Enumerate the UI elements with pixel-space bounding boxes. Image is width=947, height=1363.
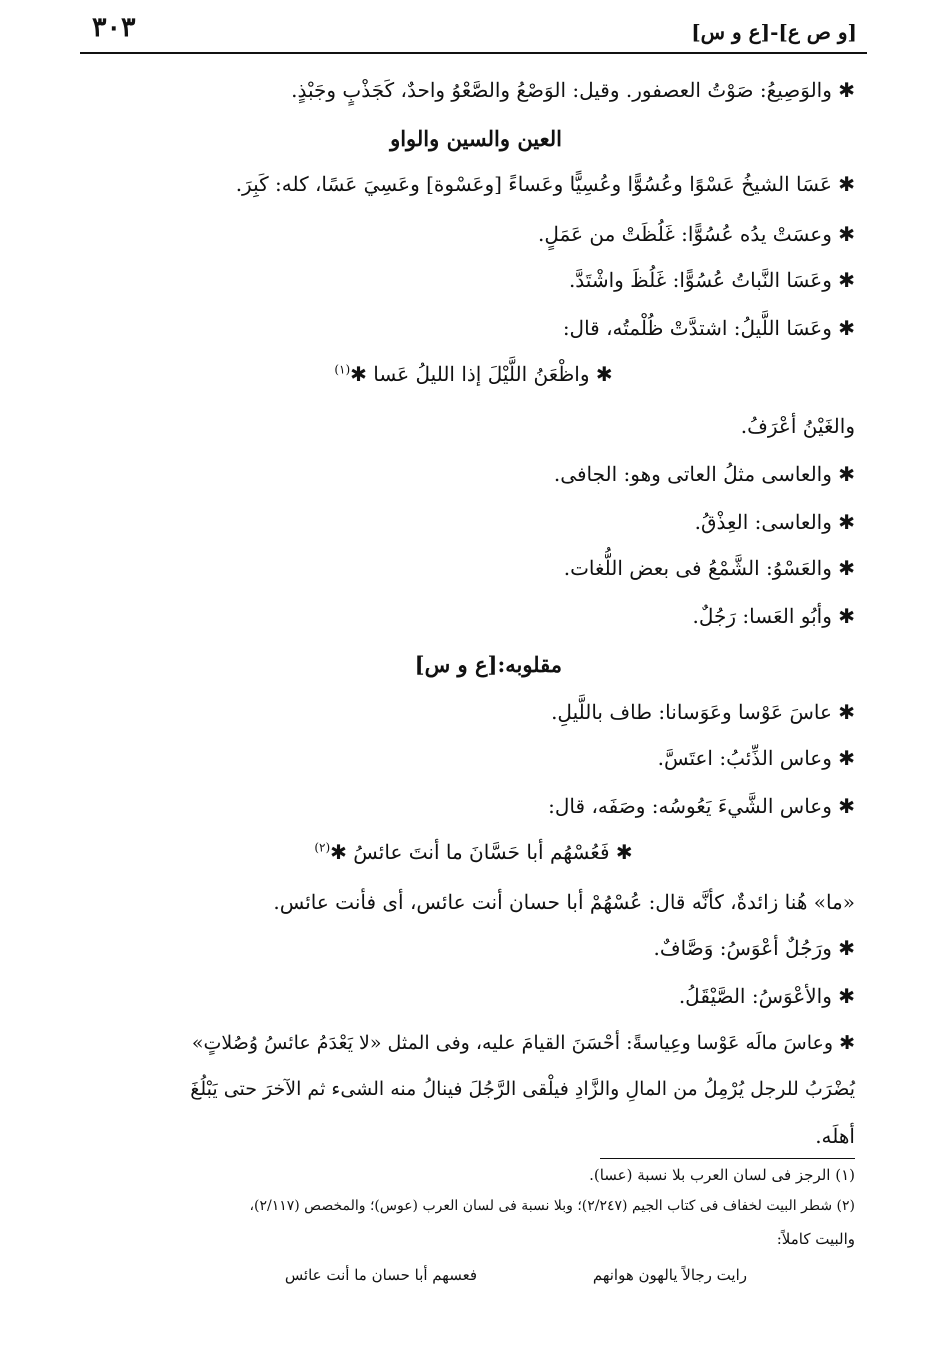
footnote-continuation: والبيت كاملاً:: [776, 1230, 855, 1248]
entry-line: «ما» هُنا زائدةٌ، كأنَّه قال: عُسْهُمْ أبا حسان أنت عائس، أى فأنت عائس.: [273, 890, 855, 914]
entry-line: ✱ وأبُو العَسا: رَجُلٌ.: [692, 604, 855, 628]
entry-line: ✱ وعاسَ مالَه عَوْسا وعِياسةً: أحْسَنَ القيامَ عليه، وفى المثل «لا يَعْدَمُ عائسُ وُصُلاتٍ»: [191, 1032, 855, 1054]
verse-line: [0, 840, 947, 864]
entry-line: ✱ والعَسْوُ: الشَّمْعُ فى بعض اللُّغات.: [563, 556, 855, 580]
entry-line: ✱ وعَسَا اللَّيلُ: اشتدَّتْ ظُلْمتُه، قال:: [562, 316, 855, 340]
entry-line: ✱ وعاس الذِّئبُ: اعتَسَّ.: [657, 746, 855, 770]
section-heading: مقلوبه:[ع و س]: [414, 652, 562, 677]
section-heading: العين والسين والواو: [390, 126, 562, 151]
entry-line: ✱ وعاس الشَّيءَ يَعُوسُه: وصَفَه، قال:: [548, 794, 855, 818]
header-rule: [80, 52, 867, 54]
page-number: ٣٠٣: [92, 12, 136, 43]
footnote-rule: [600, 1158, 855, 1159]
footnote: (٢) شطر البيت لخفاف فى كتاب الجيم (٢/٢٤٧)؛ وبلا نسبة فى لسان العرب (عوس)؛ والمخصص (٢/١١٧)،: [249, 1198, 855, 1214]
verse-line: [0, 362, 947, 386]
verse-text: ✱ فَعُسْهُم أبا حَسَّانَ ما أنتَ عائسُ ✱: [330, 840, 633, 864]
footnote-verse-first-hemistich: رايت رجالاً يالهون هوانهم: [592, 1266, 747, 1284]
entry-line: ✱ عاسَ عَوْسا وعَوَسانا: طاف باللَّيلِ.: [551, 700, 855, 724]
footnote-verse-second-hemistich: فعسهم أبا حسان ما أنت عائس: [284, 1266, 477, 1284]
entry-line: ✱ عَسَا الشيخُ عَسْوًا وعُسُوًّا وعُسِيًّا وعَساءً [وعَسْوة] وعَسِيَ عَسًا، كله: كَبِرَ.: [235, 172, 855, 196]
entry-line: ✱ ورَجُلٌ أعْوَسُ: وَصَّافٌ.: [653, 936, 855, 960]
footnote-marker: (١): [334, 362, 351, 377]
entry-line: ✱ وعسَتْ يدُه عُسُوًّا: غَلُظَتْ من عَمَلٍ.: [538, 222, 855, 246]
footnote: (١) الرجز فى لسان العرب بلا نسبة (عسا).: [589, 1166, 855, 1184]
entry-line: أهلَه.: [815, 1124, 855, 1148]
footnote-marker: (٢): [314, 840, 331, 855]
entry-line: يُضْرَبُ للرجل يُرْمِلُ من المالِ والزَّادِ فيلْقى الرَّجُلَ فينالُ منه الشىء ثم الآخرَ حتى يَبْلُغَ: [190, 1078, 855, 1100]
section-title: [و ص ع]-[ع و س]: [691, 20, 857, 44]
entry-line: ✱ والعاسى: العِذْقُ.: [694, 510, 855, 534]
entry-line: ✱ وعَسَا النَّباتُ عُسُوًّا: غَلُظَ واشْتَدَّ.: [568, 268, 855, 292]
entry-line: والغَيْنُ أعْرَفُ.: [740, 414, 855, 438]
entry-line: ✱ والأعْوَسُ: الصَّيْقَلُ.: [678, 984, 855, 1008]
verse-text: ✱ واظْعَنُ اللَّيْلَ إذا الليلُ عَسا ✱: [350, 362, 613, 386]
entry-line: ✱ والوَصِيعُ: صَوْتُ العصفور. وقيل: الوَصْعُ والصَّعْوُ واحدٌ، كَجَذْبٍ وجَبْذٍ.: [291, 78, 855, 102]
entry-line: ✱ والعاسى مثلُ العاتى وهو: الجافى.: [553, 462, 855, 486]
